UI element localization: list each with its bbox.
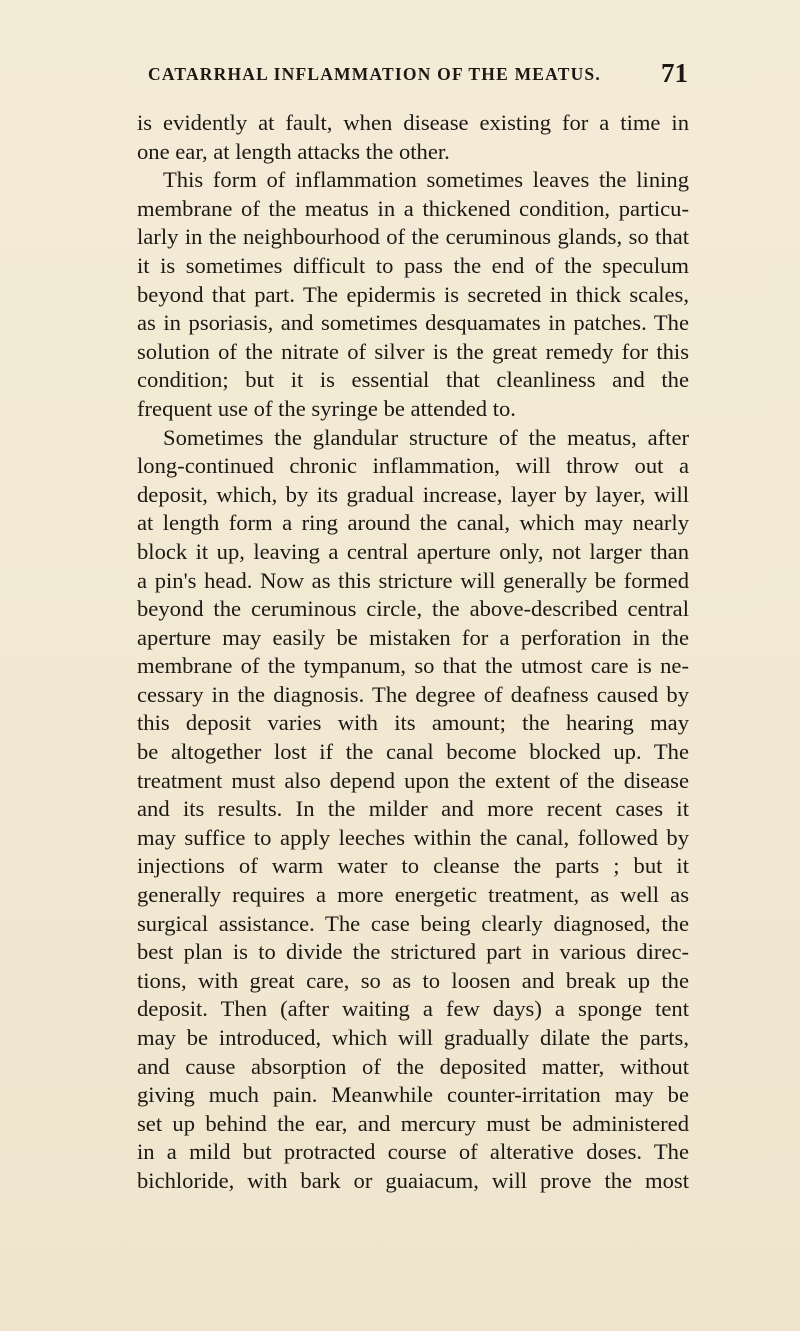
text-line: and cause absorption of the deposited matter, without [137, 1053, 689, 1079]
text-line: be altogether lost if the canal become blocked up. The [137, 739, 689, 765]
text-line: may suffice to apply leeches within the canal, followed by [137, 824, 689, 850]
text-line: best plan is to divide the strictured part in various direc- [137, 939, 689, 965]
text-line: in a mild but protracted course of alterative doses. The [137, 1139, 689, 1165]
text-line: bichloride, with bark or guaiacum, will prove the most [137, 1167, 689, 1193]
body-text [137, 109, 689, 1196]
text-line: cessary in the diagnosis. The degree of deafness caused by [137, 681, 689, 707]
text-line: set up behind the ear, and mercury must be administered [137, 1110, 689, 1136]
text-line: membrane of the meatus in a thickened condition, particu- [137, 195, 689, 221]
text-line: aperture may easily be mistaken for a perforation in the [137, 624, 689, 650]
text-line: this deposit varies with its amount; the hearing may [137, 710, 689, 736]
page-number: 71 [661, 58, 688, 88]
text-line: deposit. Then (after waiting a few days) a sponge tent [137, 996, 689, 1022]
text-line: treatment must also depend upon the extent of the disease [137, 767, 689, 793]
text-line: giving much pain. Meanwhile counter-irritation may be [137, 1082, 689, 1108]
text-line: injections of warm water to cleanse the parts ; but it [137, 853, 689, 879]
text-line: it is sometimes difficult to pass the end of the speculum [137, 252, 689, 278]
text-line: block it up, leaving a central aperture only, not larger than [137, 538, 689, 564]
text-line: tions, with great care, so as to loosen and break up the [137, 967, 689, 993]
text-line: deposit, which, by its gradual increase, layer by layer, will [137, 481, 689, 507]
text-line: and its results. In the milder and more recent cases it [137, 796, 689, 822]
running-head [148, 58, 688, 92]
running-title: CATARRHAL INFLAMMATION OF THE MEATUS. [148, 64, 601, 84]
text-line: beyond that part. The epidermis is secreted in thick scales, [137, 281, 689, 307]
text-line: larly in the neighbourhood of the ceruminous glands, so that [137, 224, 689, 250]
text-line: is evidently at fault, when disease existing for a time in [137, 110, 689, 135]
text-line: at length form a ring around the canal, which may nearly [137, 510, 689, 536]
text-line: generally requires a more energetic treatment, as well as [137, 882, 689, 908]
text-line: long-continued chronic inflammation, will throw out a [137, 453, 689, 479]
text-line: membrane of the tympanum, so that the utmost care is ne- [137, 653, 689, 679]
text-line: may be introduced, which will gradually dilate the parts, [137, 1025, 689, 1050]
text-line: condition; but it is essential that cleanliness and the [137, 367, 689, 393]
text-line: one ear, at length attacks the other. [137, 138, 450, 164]
text-line: a pin's head. Now as this stricture will generally be formed [137, 567, 689, 593]
text-line: beyond the ceruminous circle, the above-described central [137, 596, 689, 622]
text-line: solution of the nitrate of silver is the great remedy for this [137, 338, 689, 364]
paragraph-start-line: This form of inflammation sometimes leaves the lining [163, 167, 689, 193]
text-line: as in psoriasis, and sometimes desquamates in patches. The [137, 310, 689, 336]
paragraph-start-line: Sometimes the glandular structure of the meatus, after [163, 424, 689, 450]
text-line: surgical assistance. The case being clearly diagnosed, the [137, 910, 689, 936]
text-line: frequent use of the syringe be attended to. [137, 395, 516, 421]
